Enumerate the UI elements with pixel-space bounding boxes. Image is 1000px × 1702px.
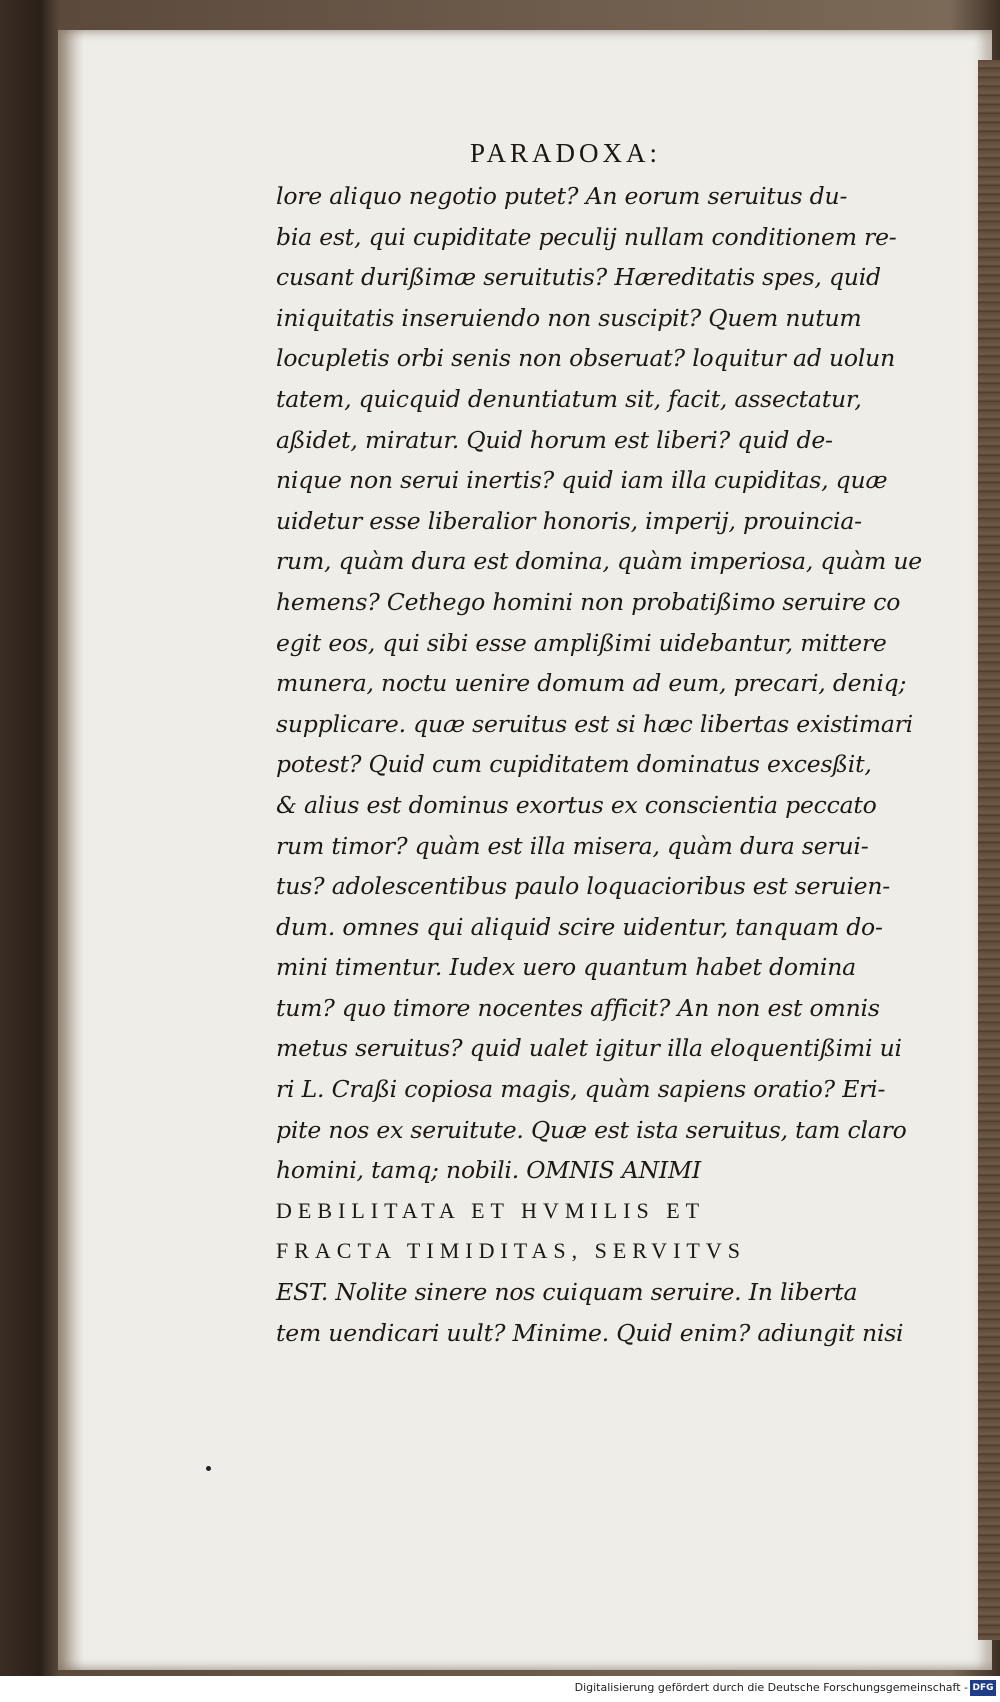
text-line: nique non serui inertis? quid iam illa cupiditas, quæ [276,466,888,495]
text-line: locupletis orbi senis non obseruat? loquitur ad uolun [276,344,896,373]
text-block [276,176,956,1353]
text-line: ri L. Craßi copiosa magis, quàm sapiens oratio? Eri‐ [276,1075,886,1104]
text-line: potest? Quid cum cupiditatem dominatus excesßit, [276,750,872,779]
page-running-heading: PARADOXA: [470,138,662,168]
text-line-capitals: DEBILITATA ET HVMILIS ET [276,1197,706,1223]
text-line: aßidet, miratur. Quid horum est liberi? quid de‐ [276,425,833,454]
text-line: hemens? Cethego homini non probatißimo seruire co [276,587,901,616]
text-line: mini timentur. Iudex uero quantum habet domina [276,953,856,982]
page-gutter-shadow [58,30,84,1670]
text-line: rum, quàm dura est domina, quàm imperiosa, quàm ue [276,547,922,576]
text-line: pite nos ex seruitute. Quæ est ista seruitus, tam claro [276,1115,907,1144]
text-line: bia est, qui cupiditate peculij nullam conditionem re‐ [276,222,897,251]
text-line: tum? quo timore nocentes afficit? An non est omnis [276,993,880,1022]
footer-credit-text: Digitalisierung gefördert durch die Deutsche Forschungsgemeinschaft - [574,1681,968,1694]
text-line: rum timor? quàm est illa misera, quàm dura serui‐ [276,831,869,860]
text-line: homini, tamq; nobili. OMNIS ANIMI [276,1156,701,1185]
text-line: uidetur esse liberalior honoris, imperij, prouincia‐ [276,506,862,535]
text-line: iniquitatis inseruiendo non suscipit? Quem nutum [276,303,862,332]
text-line: egit eos, qui sibi esse amplißimi uidebantur, mittere [276,628,887,657]
text-line: tus? adolescentibus paulo loquacioribus est seruien‐ [276,872,891,901]
dfg-logo-icon: DFG [970,1680,996,1696]
text-line: tatem, quicquid denuntiatum sit, facit, assectatur, [276,384,862,413]
text-line: supplicare. quæ seruitus est si hæc libertas existimari [276,709,913,738]
text-line: metus seruitus? quid ualet igitur illa eloquentißimi ui [276,1034,902,1063]
page-stack-edge [978,60,1000,1640]
digitization-footer [0,1676,1000,1702]
text-line: & alius est dominus exortus ex conscientia peccato [276,790,877,819]
text-line: tem uendicari uult? Minime. Quid enim? adiungit nisi [276,1318,904,1347]
text-line: dum. omnes qui aliquid scire uidentur, tanquam do‐ [276,912,883,941]
text-line: cusant durißimæ seruitutis? Hæreditatis spes, quid [276,263,881,292]
text-line-capitals: FRACTA TIMIDITAS, SERVITVS [276,1238,746,1264]
text-line: munera, noctu uenire domum ad eum, precari, deniq; [276,669,907,698]
text-line: EST. Nolite sinere nos cuiquam seruire. In liberta [276,1278,858,1307]
ink-speck [206,1466,211,1471]
text-line: lore aliquo negotio putet? An eorum seruitus du‐ [276,182,848,210]
